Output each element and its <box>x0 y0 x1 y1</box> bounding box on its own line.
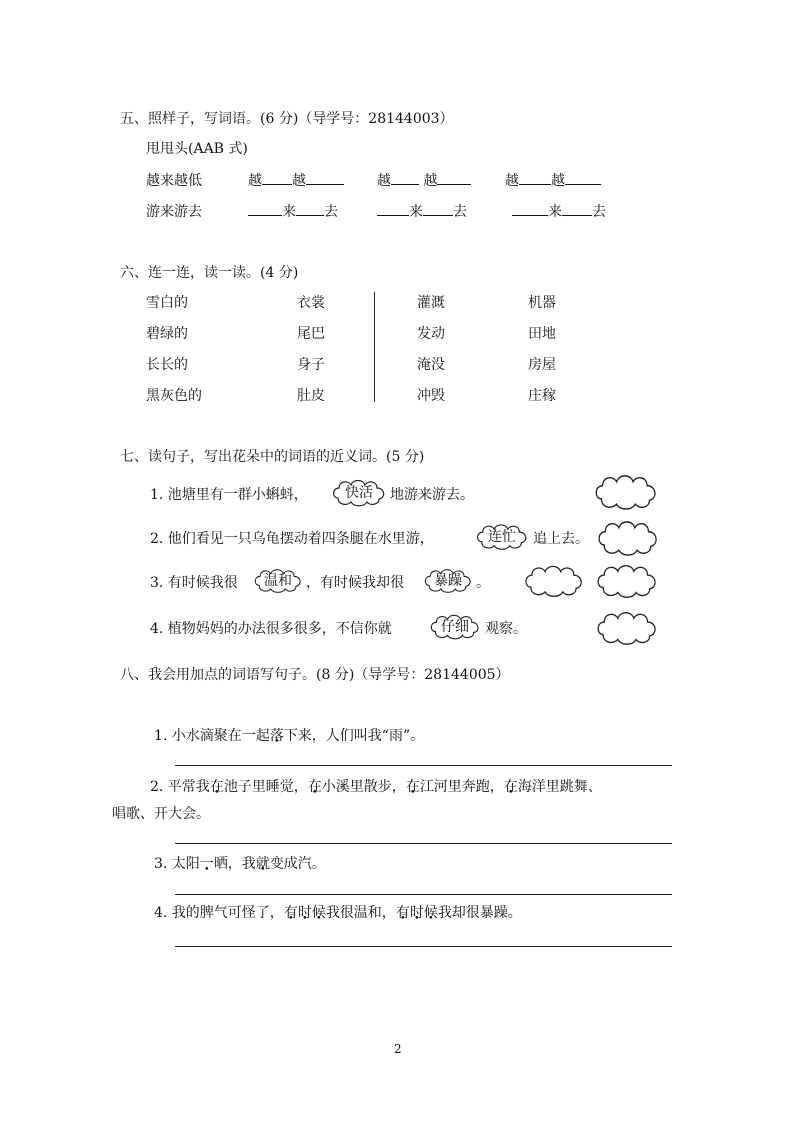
flower-cloud-word <box>252 564 304 596</box>
s7-sentence-1-pre: 1. 池塘里有一群小蝌蚪， <box>150 487 308 503</box>
answer-line-2[interactable] <box>175 843 672 844</box>
flower-cloud-icon <box>594 560 660 600</box>
flower-cloud-icon <box>522 561 586 599</box>
answer-line-4[interactable] <box>175 946 672 947</box>
s8-question-1 <box>154 725 424 745</box>
fill-blank[interactable] <box>437 170 471 185</box>
fill-blank[interactable] <box>391 170 419 185</box>
s7-sentence-2-post: 追上去。 <box>533 531 589 547</box>
s7-sentence-2-pre: 2. 他们看见一只乌龟摆动着四条腿在水里游， <box>150 531 434 547</box>
q2-text: 池子里睡觉， <box>223 779 308 795</box>
s8-question-3 <box>154 853 326 873</box>
q2-text: 小溪里散步， <box>321 779 406 795</box>
match-right-a-4[interactable]: 冲毁 <box>417 388 445 404</box>
q1-dotted-word: 落 <box>269 728 284 744</box>
q1-text: 下来，人们叫我“雨”。 <box>283 728 425 744</box>
fill-blank[interactable] <box>423 201 453 216</box>
flower-cloud-word <box>474 520 530 552</box>
q3-dotted-word: 一 <box>199 856 214 872</box>
flower-cloud-icon <box>595 516 661 558</box>
fill-blank[interactable] <box>377 201 409 216</box>
row2-blank-group-2 <box>377 201 467 221</box>
s7-sentence-4-post: 观察。 <box>485 621 527 637</box>
row2-example: 游来游去 <box>146 204 202 220</box>
match-right-a-2[interactable]: 发动 <box>417 326 445 342</box>
q4-dotted-word: 时 <box>297 905 312 921</box>
answer-cloud-2[interactable] <box>595 516 661 558</box>
section-6-divider <box>374 292 375 402</box>
fill-blank[interactable] <box>296 201 324 216</box>
qu-char: 去 <box>592 204 606 220</box>
flower-cloud-icon <box>594 607 660 647</box>
q4-text: 我很温和， <box>325 905 396 921</box>
row1-example: 越来越低 <box>146 173 202 189</box>
lai-char: 来 <box>282 204 296 220</box>
section-6-heading: 六、连一连，读一读。(4 分) <box>120 265 299 281</box>
q4-dotted-word: 有 <box>283 905 298 921</box>
flower-cloud-word <box>428 610 482 642</box>
match-right-b-4[interactable]: 庄稼 <box>528 388 556 404</box>
match-right-b-2[interactable]: 田地 <box>528 326 556 342</box>
yue-char: 越 <box>551 173 565 189</box>
q3-text: 3. 太阳 <box>154 856 200 872</box>
match-left-a-2[interactable]: 碧绿的 <box>146 326 188 342</box>
q2-dotted-word: 在 <box>405 779 420 795</box>
flower-word: 连忙 <box>488 529 516 545</box>
row2-blank-group-1 <box>248 201 338 221</box>
s7-sentence-3-post: 。 <box>476 575 490 591</box>
q4-dotted-word: 候 <box>423 905 438 921</box>
lai-char: 来 <box>409 204 423 220</box>
match-left-b-4[interactable]: 肚皮 <box>297 388 325 404</box>
answer-cloud-3a[interactable] <box>522 561 586 599</box>
match-left-a-3[interactable]: 长长的 <box>146 357 188 373</box>
match-left-b-1[interactable]: 衣裳 <box>297 295 325 311</box>
yue-char: 越 <box>505 173 519 189</box>
fill-blank[interactable] <box>248 201 282 216</box>
fill-blank[interactable] <box>519 170 551 185</box>
flower-word: 暴躁 <box>434 573 462 589</box>
flower-cloud-word <box>422 564 474 596</box>
flower-word: 仔细 <box>441 619 469 635</box>
s7-sentence-4-pre: 4. 植物妈妈的办法很多很多，不信你就 <box>150 621 392 637</box>
match-right-b-3[interactable]: 房屋 <box>528 357 556 373</box>
s8-question-2 <box>150 776 602 796</box>
answer-cloud-1[interactable] <box>592 470 660 512</box>
q4-dotted-word: 有 <box>395 905 410 921</box>
s7-sentence-3-pre: 3. 有时候我很 <box>150 575 238 591</box>
q2-text: 江河里奔跑， <box>419 779 504 795</box>
s8-question-4 <box>154 902 522 922</box>
yue-char: 越 <box>248 173 262 189</box>
q4-dotted-word: 候 <box>311 905 326 921</box>
q1-text: 1. 小水滴聚在一起 <box>154 728 270 744</box>
q4-text: 我却很暴躁。 <box>437 905 522 921</box>
match-left-a-4[interactable]: 黑灰色的 <box>146 388 202 404</box>
section-5-example: 甩甩头(AAB 式) <box>146 141 248 157</box>
yue-char: 越 <box>292 173 306 189</box>
answer-cloud-3b[interactable] <box>594 560 660 600</box>
q3-dotted-word: 就 <box>255 856 270 872</box>
answer-cloud-4[interactable] <box>594 607 660 647</box>
row2-blank-group-3 <box>512 201 606 221</box>
flower-cloud-word <box>330 476 388 508</box>
flower-word: 快活 <box>345 485 373 501</box>
match-right-a-3[interactable]: 淹没 <box>417 357 445 373</box>
match-right-a-1[interactable]: 灌溉 <box>417 295 445 311</box>
fill-blank[interactable] <box>565 170 601 185</box>
s7-sentence-1-post: 地游来游去。 <box>390 487 474 503</box>
answer-line-3[interactable] <box>175 894 672 895</box>
match-left-b-2[interactable]: 尾巴 <box>297 326 325 342</box>
yue-char: 越 <box>377 173 391 189</box>
row1-blank-group-3 <box>505 170 601 190</box>
q4-text: 4. 我的脾气可怪了， <box>154 905 284 921</box>
q2-dotted-word: 在 <box>307 779 322 795</box>
q3-text: 晒，我 <box>213 856 256 872</box>
qu-char: 去 <box>453 204 467 220</box>
section-7-heading: 七、读句子，写出花朵中的词语的近义词。(5 分) <box>120 449 425 465</box>
q2-text: 海洋里跳舞、 <box>517 779 602 795</box>
s7-sentence-3-mid: ，有时候我却很 <box>306 575 404 591</box>
section-5-heading: 五、照样子，写词语。(6 分)（导学号：28144003） <box>120 111 454 127</box>
match-left-b-3[interactable]: 身子 <box>297 357 325 373</box>
row1-blank-group-2 <box>377 170 471 190</box>
lai-char: 来 <box>548 204 562 220</box>
yue-char: 越 <box>423 173 438 189</box>
flower-word: 温和 <box>264 573 292 589</box>
qu-char: 去 <box>324 204 338 220</box>
q2-dotted-word: 在 <box>503 779 518 795</box>
s8-question-2-line2: 唱歌、开大会。 <box>112 806 210 822</box>
page-number: 2 <box>394 1042 402 1056</box>
q2-dotted-word: 在 <box>209 779 224 795</box>
row1-blank-group-1 <box>248 170 344 190</box>
fill-blank[interactable] <box>306 170 344 185</box>
fill-blank[interactable] <box>262 170 292 185</box>
section-8-heading: 八、我会用加点的词语写句子。(8 分)（导学号：28144005） <box>120 667 510 683</box>
match-right-b-1[interactable]: 机器 <box>528 295 556 311</box>
match-left-a-1[interactable]: 雪白的 <box>146 295 188 311</box>
fill-blank[interactable] <box>562 201 592 216</box>
q3-text: 变成汽。 <box>269 856 326 872</box>
answer-line-1[interactable] <box>175 765 672 766</box>
fill-blank[interactable] <box>512 201 548 216</box>
q4-dotted-word: 时 <box>409 905 424 921</box>
q2-text: 2. 平常我 <box>150 779 210 795</box>
flower-cloud-icon <box>592 470 660 512</box>
